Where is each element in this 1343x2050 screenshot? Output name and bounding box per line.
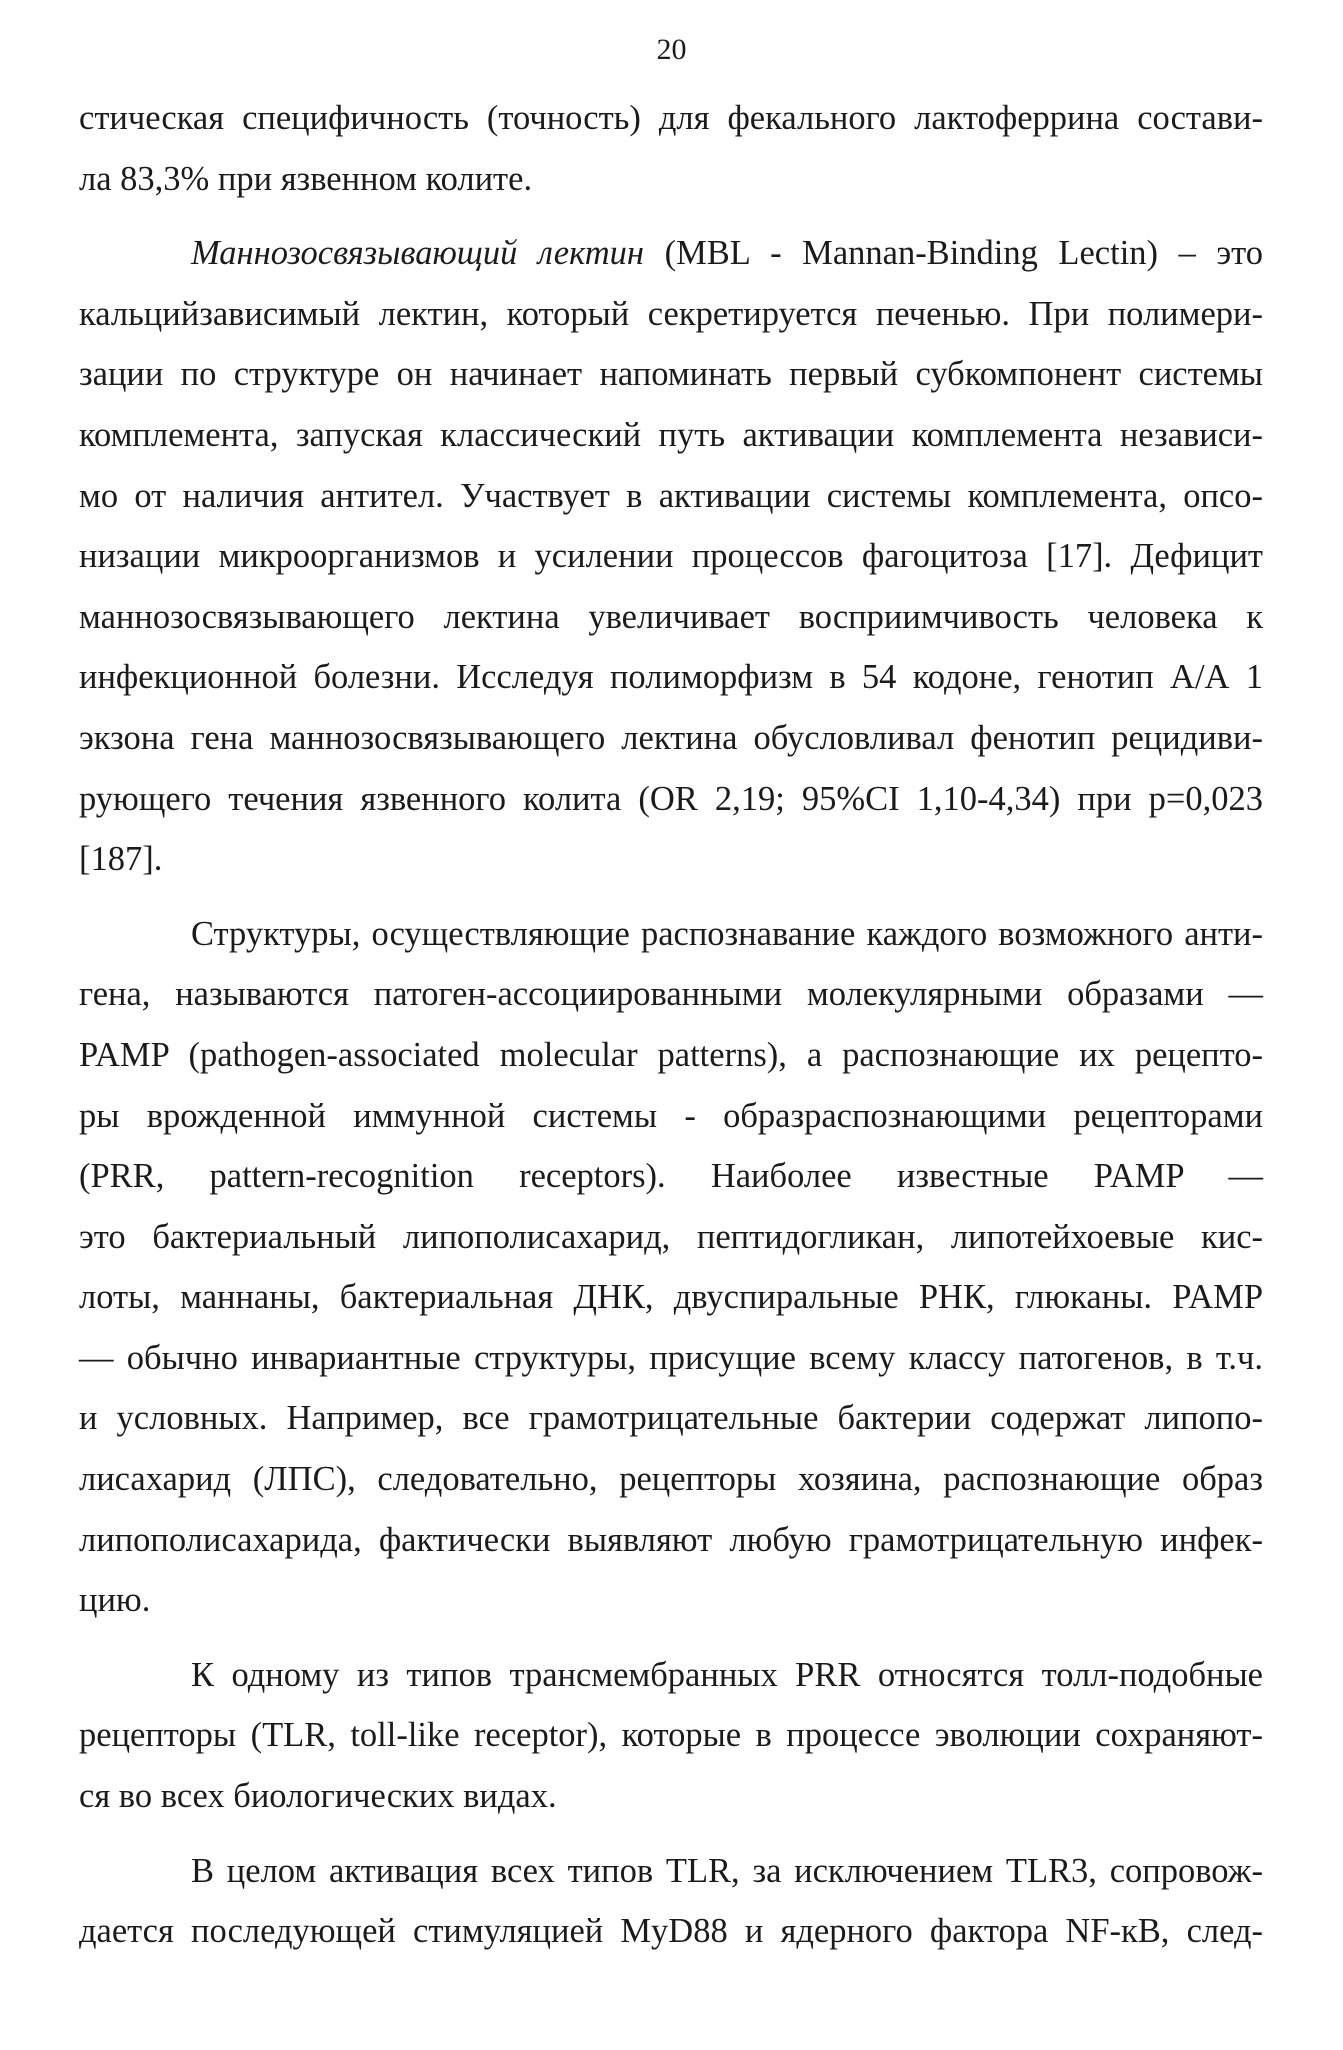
text-line: кальцийзависимый лектин, который секретируется печенью. При полимери- [79, 294, 1263, 333]
text-line: (PRR, pattern-recognition receptors). Наиболее известные PAMP — [79, 1157, 1263, 1196]
page-number: 20 [656, 33, 687, 66]
text-line: ся во всех биологических видах. [79, 1777, 557, 1816]
text-line: — обычно инвариантные структуры, присущие всему классу патогенов, в т.ч. [79, 1338, 1263, 1377]
text-line: это бактериальный липополисахарид, пептидогликан, липотейхоевые кис- [79, 1217, 1263, 1256]
text-line: зации по структуре он начинает напоминать первый субкомпонент системы [79, 355, 1263, 394]
text-line: инфекционной болезни. Исследуя полиморфизм в 54 кодоне, генотип А/А 1 [79, 658, 1263, 697]
text-line: ла 83,3% при язвенном колите. [79, 159, 533, 198]
text-line: В целом активация всех типов TLR, за исключением TLR3, сопровож- [191, 1851, 1263, 1890]
text-line [79, 223, 1263, 284]
text-line-rest: (MBL - Mannan-Binding Lectin) – это [664, 234, 1264, 273]
text-line: стическая специфичность (точность) для фекального лактоферрина состави- [79, 99, 1263, 137]
text-line: PAMP (pathogen-associated molecular patterns), а распознающие их рецепто- [79, 1035, 1263, 1074]
text-line: Структуры, осуществляющие распознавание каждого возможного анти- [191, 914, 1263, 953]
text-line: рецепторы (TLR, toll-like receptor), которые в процессе эволюции сохраняют- [79, 1716, 1263, 1755]
text-line: дается последующей стимуляцией MyD88 и ядерного фактора NF-кВ, след- [79, 1912, 1263, 1951]
text-line: гена, называются патоген-ассоциированными молекулярными образами — [79, 975, 1263, 1014]
text-line: экзона гена маннозосвязывающего лектина обусловливал фенотип рецидиви- [79, 718, 1263, 757]
text-line: К одному из типов трансмембранных PRR относятся толл-подобные [191, 1655, 1263, 1694]
text-line: рующего течения язвенного колита (OR 2,19; 95%CI 1,10-4,34) при p=0,023 [79, 779, 1263, 818]
text-line: мо от наличия антител. Участвует в активации системы комплемента, опсо- [79, 476, 1263, 515]
text-line: и условных. Например, все грамотрицательные бактерии содержат липопо- [79, 1399, 1263, 1438]
text-line: маннозосвязывающего лектина увеличивает восприимчивость человека к [79, 597, 1263, 636]
body-text [79, 88, 1263, 1962]
text-line: цию. [79, 1581, 151, 1620]
text-line: комплемента, запуская классический путь активации комплемента независи- [79, 415, 1263, 454]
text-line: низации микроорганизмов и усилении процессов фагоцитоза [17]. Дефицит [79, 537, 1263, 576]
italic-term: Маннозосвязывающий лектин [191, 234, 645, 273]
text-line: [187]. [79, 840, 163, 879]
text-line: лисахарид (ЛПС), следовательно, рецепторы хозяина, распознающие образ [79, 1460, 1263, 1499]
text-line: липополисахарида, фактически выявляют любую грамотрицательную инфек- [79, 1520, 1263, 1559]
text-line: ры врожденной иммунной системы - образраспознающими рецепторами [79, 1096, 1263, 1135]
text-line: лоты, маннаны, бактериальная ДНК, двуспиральные РНК, глюканы. PAMP [79, 1278, 1263, 1317]
